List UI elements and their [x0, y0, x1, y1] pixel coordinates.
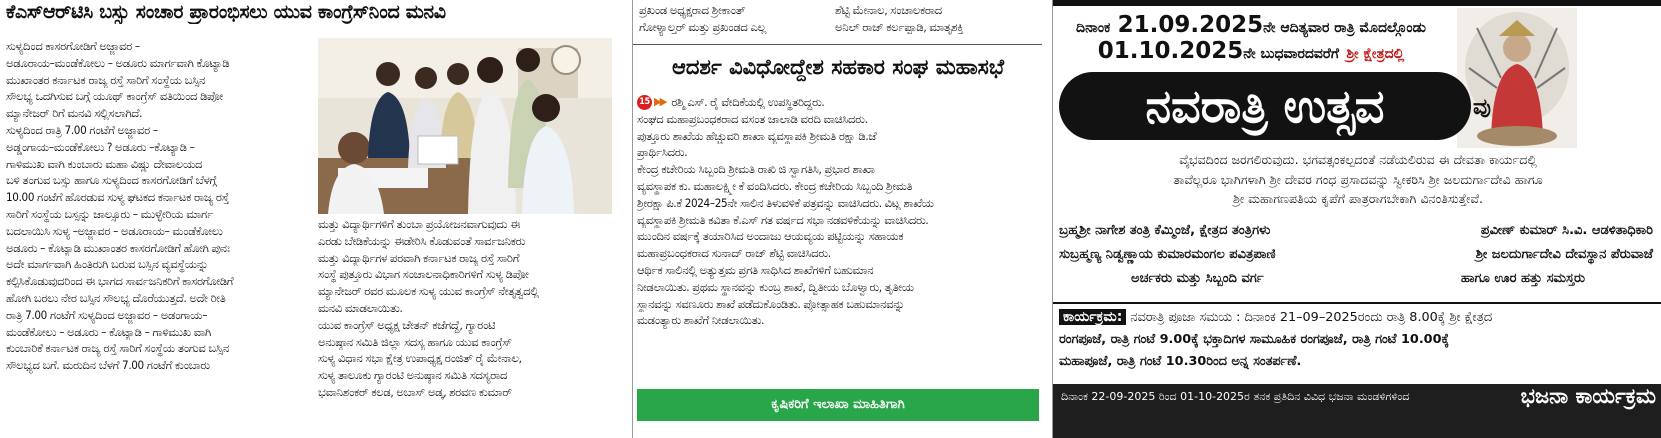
date-line-1: ದಿನಾಂಕ 21.09.2025ನೇ ಆದಿತ್ಯವಾರ ರಾತ್ರಿ ಮೊದಲ್ಗೊಂಡು	[1076, 12, 1426, 38]
text-line: ಅಡೂರಾಯ–ಮಂಡೆಕೋಲು – ಅಡೂರು ಮಾರ್ಗವಾಗಿ ಕೊಟ್ಯಾಡಿ	[6, 55, 230, 70]
text-line: ರಾತ್ರಿ 7.00 ಗಂಟೆಗೆ ಸುಳ್ಯದಿಂದ ಅಜ್ಜಾವರ – ಅಡಂಗಾಯ–	[6, 307, 208, 322]
article-adarsha-text	[637, 94, 1041, 329]
text-line: ವ್ಯವಸ್ಥಾಪಕಿ ಶ್ರೀಮತಿ ಕವಿತಾ ಕೆ.ಎಸ್ ಗತ ವರ್ಷದ ಸಭಾ ನಡವಳಿಕೆಯನ್ನು ವಾಚಿಸಿದರು.	[637, 212, 929, 227]
text-line: ಆರ್ಥಿಕ ಸಾಲಿನಲ್ಲಿ ಅತ್ಯುತ್ತಮ ಪ್ರಗತಿ ಸಾಧಿಸಿದ ಶಾಖೆಗಳಿಗೆ ಬಹುಮಾನ	[637, 262, 874, 277]
text-line: ಅಡೂರು – ಕೊಟ್ಯಾಡಿ ಮುಖಾಂತರ ಕಾಸರಗೋಡಿಗೆ ಹೋಗಿ ಪುನಃ	[6, 240, 230, 255]
date-line-2: 01.10.2025ನೇ ಬುಧವಾರದವರೆಗೆ ಶ್ರೀ ಕ್ಷೇತ್ರದಲ್ಲಿ	[1097, 38, 1405, 64]
text-line: ಮತ್ತು ವಿದ್ಯಾರ್ಥಿಗಳಿಗೆ ತುಂಬಾ ಪ್ರಯೋಜನವಾಗುವುದು ಈ	[318, 217, 520, 231]
text-line: ಸ್ಥಾನವನ್ನು ಸವಣೂರು ಶಾಖೆ ಪಡೆದುಕೊಂಡಿತು. ಪ್ರೋತ್ಸಾಹಕ ಬಹುಮಾನವನ್ನು	[637, 296, 905, 311]
text-line: ಕೇಂದ್ರ ಕಚೇರಿಯ ಸಿಬ್ಬಂದಿ ಶ್ರೀಮತಿ ರಾಖಿ ಜಿ ಸ್ವಾಗತಿಸಿ, ಪ್ರಭಾರ ಶಾಖಾ	[637, 162, 875, 177]
text-line: ಕುಂಬಾರಿಕೆ ಕರ್ನಾಟಕ ರಾಜ್ಯ ರಸ್ತೆ ಸಾರಿಗೆ ಸಂಸ್ಥೆಯ ತಂಗುವ ಬಸ್ಸಿನ	[6, 341, 229, 356]
program-details: ಕಾರ್ಯಕ್ರಮ: ನವರಾತ್ರಿ ಪೂಜಾ ಸಮಯ : ದಿನಾಂಕ 21–09–2025ರಂದು ರಾತ್ರಿ 8.00ಕ್ಕೆ ಶ್ರೀ ಕ್ಷೇತ್ರದ ರಂಗಪೂಜೆ, ರಾತ್ರಿ ಗಂಟೆ 9.00ಕ್ಕೆ ಭಕ್ತಾದಿಗಳ ಸಾಮೂಹಿಕ ರಂಗಪೂಜೆ, ರಾತ್ರಿ ಗಂಟೆ 10.00ಕ್ಕೆ ಮಹಾಪೂಜೆ, ರಾತ್ರಿ ಗಂಟೆ 10.30ರಿಂದ ಅನ್ನ ಸಂತರ್ಪಣೆ.	[1059, 309, 1493, 369]
text-line: ಮ್ಯಾನೇಜರ್ ರವರ ಮೂಲಕ ಸುಳ್ಯ ಯುವ ಕಾಂಗ್ರೆಸ್ ನೇತೃತ್ವದಲ್ಲಿ	[318, 284, 539, 299]
navaratri-title: ನವರಾತ್ರಿ ಉತ್ಸವ	[1059, 72, 1471, 140]
text-line: ಸೌಲಭ್ಯ ಒದಗಿಸುವ ಬಗ್ಗೆ ಯೂಥ್ ಕಾಂಗ್ರೆಸ್ ವತಿಯಿಂದ ಡಿಪೋ	[6, 89, 223, 104]
lead-line: 15 ▶▶ ರಶ್ಮಿ ಎಸ್. ರೈ ವೇದಿಕೆಯಲ್ಲಿ ಉಪಸ್ಥಿತರಿದ್ದರು.	[637, 94, 1041, 111]
text-line: ಅದೇ ಮಾರ್ಗವಾಗಿ ಹಿಂತಿರುಗಿ ಬರುವ ಬಸ್ಸಿನ ವ್ಯವಸ್ಥೆಯನ್ನು	[6, 257, 209, 272]
text-line: ಪ್ರಾರ್ಥಿಸಿದರು.	[637, 145, 688, 160]
page-number-badge: 15	[637, 95, 652, 110]
headline-ksrtc: ಕೆಎಸ್‌ಆರ್‌ಟಿಸಿ ಬಸ್ಸು ಸಂಚಾರ ಪ್ರಾರಂಭಿಸಲು ಯುವ ಕಾಂಗ್ರೆಸ್‌ನಿಂದ ಮನವಿ	[6, 1, 446, 23]
divider	[1053, 302, 1661, 304]
text-line: ಭವಾನಿಶಂಕರ್ ಕಲಡ, ಅಬಾಸ್ ಅಡ್ಕ, ಶರವಣ ಕುಮಾರ್	[318, 384, 512, 399]
text-line: ಮಡಂತ್ಯಾರು ಶಾಖೆಗೆ ನೀಡಲಾಯಿತು.	[637, 313, 765, 328]
text-line: ಗಾಳಿಮುಖ ವಾಗಿ ಕುಂಬಾರು ಮಹಾ ವಿಷ್ಣು ದೇವಾಲಯದ	[6, 156, 203, 171]
text-line: ಹೋಗಿ ಬರಲು ನೇರ ಬಸ್ಸಿನ ಸೌಲಭ್ಯ ದೊರೆಯುತ್ತದೆ. ಅದೇ ರೀತಿ	[6, 290, 226, 305]
headline-adarsha: ಆದರ್ಶ ವಿವಿಧೋದ್ದೇಶ ಸಹಕಾರ ಸಂಘ ಮಹಾಸಭೆ	[671, 54, 1005, 79]
news-photo	[318, 38, 612, 214]
text-line: ಸಂಘದ ಮಹಾಪ್ರಬಂಧಕರಾದ ವಸಂತ ಜಾಲಾಡಿ ವರದಿ ವಾಚಿಸಿದರು.	[637, 111, 868, 126]
text-line: ಸುಳ್ಯ ತಾಲೂಕು ಗ್ಯಾರಂಟಿ ಅನುಷ್ಠಾನ ಸಮಿತಿ ಸದಸ್ಯರಾದ	[318, 368, 508, 383]
text-line: ಎರಡು ಬೇಡಿಕೆಯನ್ನು ಈಡೇರಿಸಿ ಕೊಡುವಂತೆ ಸಾರ್ವಜನಿಕರು	[318, 233, 526, 248]
text-line: ಸುಳ್ಯದಿಂದ ರಾತ್ರಿ 7.00 ಗಂಟೆಗೆ ಅಜ್ಜಾವರ –	[6, 122, 158, 137]
article-ksrtc	[0, 0, 620, 438]
divider	[633, 44, 1042, 45]
text-line: ನೀಡಲಾಯಿತು. ಪ್ರಥಮ ಸ್ಥಾನವನ್ನು ಕುಂಬ್ರ ಶಾಖೆ, ದ್ವಿತೀಯ ಬೊಳ್ವಾರು, ತೃತೀಯ	[637, 279, 914, 294]
text-line: ಮ್ಯಾನೇಜರ್ ರಿಗೆ ಮನವಿ ಸಲ್ಲಿಸಲಾಗಿದೆ.	[6, 106, 143, 121]
article-ksrtc-left-text	[6, 38, 308, 374]
text-line: 10.00 ಗಂಟೆಗೆ ಹೊರಡುವ ಸುಳ್ಯ ಘಟಕದ ಕರ್ನಾಟಕ ರಾಜ್ಯ ರಸ್ತೆ	[6, 190, 229, 205]
previous-article-tail: ಪ್ರಖಂಡ ಅಧ್ಯಕ್ಷರಾದ ಶ್ರೀಕಾಂತ್ ಶೆಟ್ಟಿ ಮೇನಾಲ, ಸಂಚಾಲಕರಾದ ಗೋಳ್ಯಾಲ್ತರ್ ಮತ್ತು ಪ್ರಖಂಡದ ಎಲ್ಲ ಅನಿಲ್ ರಾಜ್ ಕರ್ಲಪ್ಪಾಡಿ, ಮಾತೃಶಕ್ತಿ	[639, 3, 964, 34]
title-suffix: ವು	[1473, 94, 1491, 120]
top-bar	[1053, 0, 1661, 6]
goddess-illustration	[1457, 8, 1577, 148]
double-arrow-icon: ▶▶	[654, 95, 666, 108]
article-adarsha	[632, 0, 1042, 438]
text-line: ಮುಖಾಂತರ ಕರ್ನಾಟಕ ರಾಜ್ಯ ರಸ್ತೆ ಸಾರಿಗೆ ಸಂಸ್ಥೆಯ ಬಸ್ಸಿನ	[6, 72, 206, 87]
text-line: ಮತ್ತು ವಿದ್ಯಾರ್ಥಿಗಳ ಪರವಾಗಿ ಕರ್ನಾಟಕ ರಾಜ್ಯ ರಸ್ತೆ ಸಾರಿಗೆ	[318, 250, 520, 265]
news-photo-illustration	[318, 38, 612, 214]
goddess-image	[1457, 8, 1577, 148]
text-line: ಬಳಿ ತಂಗುವ ಬಸ್ಸು ಹಾಗೂ ಸುಳ್ಯದಿಂದ ಕಾಸರಗೋಡಿಗೆ ಬೆಳಗ್ಗೆ	[6, 173, 217, 188]
text-line: ಅಡ್ಡಂಗಾಯ–ಮಂಡೆಕೋಲು ? ಅಡೂರು –ಕೊಟ್ಯಾಡಿ –	[6, 139, 195, 154]
text-line: ಸುಳ್ಯದಿಂದ ಕಾಸರಗೋಡಿಗೆ ಅಜ್ಜಾವರ –	[6, 39, 140, 53]
navaratri-advertisement: ದಿನಾಂಕ 21.09.2025ನೇ ಆದಿತ್ಯವಾರ ರಾತ್ರಿ ಮೊದಲ್ಗೊಂಡು 01.10.2025ನೇ ಬುಧವಾರದವರೆಗೆ ಶ್ರೀ ಕ್ಷೇತ್ರದಲ್ಲಿ ನವರಾತ್ರಿ ಉತ್ಸವ ವು ವೈಭವದಿಂದ ಜರಗಲಿರುವುದು. ಭಗವತ್ಸಂಕಲ್ಪದಂತೆ ನಡೆಯಲಿರುವ ಈ ದೇವತಾ ಕಾರ್ಯದಲ್ಲಿ ತಾವೆಲ್ಲರೂ ಭಾಗಿಗಳಾಗಿ ಶ್ರೀ ದೇವರ ಗಂಧ ಪ್ರಸಾದವನ್ನು ಸ್ವೀಕರಿಸಿ ಶ್ರೀ ಜಲದುರ್ಗಾದೇವಿ ಹಾಗೂ ಶ್ರೀ ಮಹಾಗಣಪತಿಯ ಕೃಪೆಗೆ ಪಾತ್ರರಾಗಬೇಕಾಗಿ ವಿನಂತಿಸುತ್ತೇವೆ. ಬ್ರಹ್ಮಶ್ರೀ ನಾಗೇಶ ತಂತ್ರಿ ಕೆಮ್ಮಿಂಜೆ, ಕ್ಷೇತ್ರದ ತಂತ್ರಿಗಳು ಪ್ರವೀಣ್ ಕುಮಾರ್ ಸಿ.ವಿ. ಆಡಳಿತಾಧಿಕಾರಿ ಸುಬ್ರಹ್ಮಣ್ಯ ನಿಡ್ವಣ್ಣಾಯ ಕುಮಾರಮಂಗಲ ಪವಿತ್ರಪಾಣಿ ಶ್ರೀ ಜಲದುರ್ಗಾದೇವಿ ದೇವಸ್ಥಾನ ಪೆರುವಾಜೆ ಅರ್ಚಕರು ಮತ್ತು ಸಿಬ್ಬಂದಿ ವರ್ಗ ಹಾಗೂ ಊರ ಹತ್ತು ಸಮಸ್ತರು ಕಾರ್ಯಕ್ರಮ: ನವರಾತ್ರಿ ಪೂಜಾ ಸಮಯ : ದಿನಾಂಕ 21–09–2025ರಂದು ರಾತ್ರಿ 8.00ಕ್ಕೆ ಶ್ರೀ ಕ್ಷೇತ್ರದ ರಂಗಪೂಜೆ, ರಾತ್ರಿ ಗಂಟೆ 9.00ಕ್ಕೆ ಭಕ್ತಾದಿಗಳ ಸಾಮೂಹಿಕ ರಂಗಪೂಜೆ, ರಾತ್ರಿ ಗಂಟೆ 10.00ಕ್ಕೆ ಮಹಾಪೂಜೆ, ರಾತ್ರಿ ಗಂಟೆ 10.30ರಿಂದ ಅನ್ನ ಸಂತರ್ಪಣೆ. ದಿನಾಂಕ 22-09-2025 ರಿಂದ 01-10-2025ರ ತನಕ ಪ್ರತಿದಿನ ವಿವಿಧ ಭಜನಾ ಮಂಡಳಿಗಳಿಂದ ಭಜನಾ ಕಾರ್ಯಕ್ರಮ	[1052, 0, 1661, 438]
text-line: ಸಾರಿಗೆ ಸಂಸ್ಥೆಯ ಬಸ್ಸನ್ನು ಜಾಲ್ಸೂರು – ಮುಳ್ಳೇರಿಯ ಮಾರ್ಗ	[6, 206, 213, 221]
text-line: ಸುಳ್ಯ ವಿಧಾನ ಸಭಾ ಕ್ಷೇತ್ರ ಉಪಾಧ್ಯಕ್ಷ ರಂಜಿತ್ ರೈ ಮೇನಾಲ,	[318, 351, 522, 366]
text-line: ಸಂಸ್ಥೆ ಪುತ್ತೂರು ವಿಭಾಗ ಸಂಚಾಲನಾಧಿಕಾರಿಗಳಿಗೆ ಸುಳ್ಯ ಡಿಪೋ	[318, 267, 529, 282]
text-line: ಶ್ರೀರಕ್ಷಾ ಪಿ.ಕೆ 2024–25ನೇ ಸಾಲಿನ ತಿಳುವಳಿಕೆ ಪತ್ರವನ್ನು ವಾಚಿಸಿದರು. ವಿಟ್ಲ ಶಾಖೆಯ	[637, 195, 934, 210]
text-line: ವ್ಯವಸ್ಥಾಪಕ ಕು. ಮಹಾಲಕ್ಷ್ಮೀ ಕೆ ವಂದಿಸಿದರು. ಕೇಂದ್ರ ಕಚೇರಿಯ ಸಿಬ್ಬಂದಿ ಶ್ರೀಮತಿ	[637, 178, 913, 193]
text-line: ಕಲ್ಪಿಸಿಕೊಡುವುದರಿಂದ ಈ ಭಾಗದ ಸಾರ್ವಜನಿಕರಿಗೆ ಕಾಸರಗೋಡಿಗೆ	[6, 274, 234, 289]
text-line: ಯುವ ಕಾಂಗ್ರೆಸ್ ಅಧ್ಯಕ್ಷ ಚೇತನ್ ಕಜೆಗದ್ದೆ, ಗ್ಯಾರಂಟಿ	[318, 317, 496, 332]
text-line: ಅನುಷ್ಠಾನ ಸಮಿತಿ ಜಿಲ್ಲಾ ಸದಸ್ಯ ಹಾಗೂ ಯುವ ಕಾಂಗ್ರೆಸ್	[318, 334, 512, 349]
bhajana-footer: ದಿನಾಂಕ 22-09-2025 ರಿಂದ 01-10-2025ರ ತನಕ ಪ್ರತಿದಿನ ವಿವಿಧ ಭಜನಾ ಮಂಡಳಿಗಳಿಂದ ಭಜನಾ ಕಾರ್ಯಕ್ರಮ	[1053, 384, 1661, 438]
krishi-banner: ಕೃಷಿಕರಿಗೆ ಇಲಾಖಾ ಮಾಹಿತಿಗಾಗಿ	[637, 389, 1039, 421]
text-line: ಮನವಿ ಮಾಡಲಾಯಿತು.	[318, 300, 403, 315]
program-label: ಕಾರ್ಯಕ್ರಮ:	[1059, 309, 1126, 325]
text-line: ಮುಂದಿನ ವರ್ಷಕ್ಕೆ ತಯಾರಿಸಿದ ಅಂದಾಜು ಆಯವ್ಯಯ ಪಟ್ಟಿಯನ್ನು ಸಹಾಯಕ	[637, 229, 904, 244]
text-line: ಮಹಾಪ್ರಬಂಧಕರಾದ ಸುನಾದ್ ರಾಜ್ ಶೆಟ್ಟಿ ವಾಚಿಸಿದರು.	[637, 246, 831, 261]
text-line: ಸೌಲಭ್ಯದ ಬಗೆ. ಮರುದಿನ ಬೆಳಗೆ 7.00 ಗಂಟೆಗೆ ಕುಂಬಾರು	[6, 358, 210, 373]
text-line: ಮಂಡೆಕೋಲು – ಅಡೂರು – ಕೊಟ್ಯಾಡಿ – ಗಾಳಿಮುಖ ವಾಗಿ	[6, 324, 211, 339]
article-ksrtc-right-text	[318, 216, 618, 401]
text-line: ಪುತ್ತೂರು ಶಾಖೆಯ ಹೆಚ್ಚುವರಿ ಶಾಖಾ ವ್ಯವಸ್ಥಾಪಕಿ ಶ್ರೀಮತಿ ರಕ್ಷಾ ಡಿ.ಜೆ	[637, 128, 877, 143]
text-line: ಬದಲಾಯಿಸಿ ಸುಳ್ಯ –ಅಜ್ಜಾವರ – ಅಡೂರಾಯ– ಮಂಡೆಕೋಲು	[6, 223, 223, 238]
invitation-text: ವೈಭವದಿಂದ ಜರಗಲಿರುವುದು. ಭಗವತ್ಸಂಕಲ್ಪದಂತೆ ನಡೆಯಲಿರುವ ಈ ದೇವತಾ ಕಾರ್ಯದಲ್ಲಿ ತಾವೆಲ್ಲರೂ ಭಾಗಿಗಳಾಗಿ ಶ್ರೀ ದೇವರ ಗಂಧ ಪ್ರಸಾದವನ್ನು ಸ್ವೀಕರಿಸಿ ಶ್ರೀ ಜಲದುರ್ಗಾದೇವಿ ಹಾಗೂ ಶ್ರೀ ಮಹಾಗಣಪತಿಯ ಕೃಪೆಗೆ ಪಾತ್ರರಾಗಬೇಕಾಗಿ ವಿನಂತಿಸುತ್ತೇವೆ.	[1173, 152, 1543, 206]
